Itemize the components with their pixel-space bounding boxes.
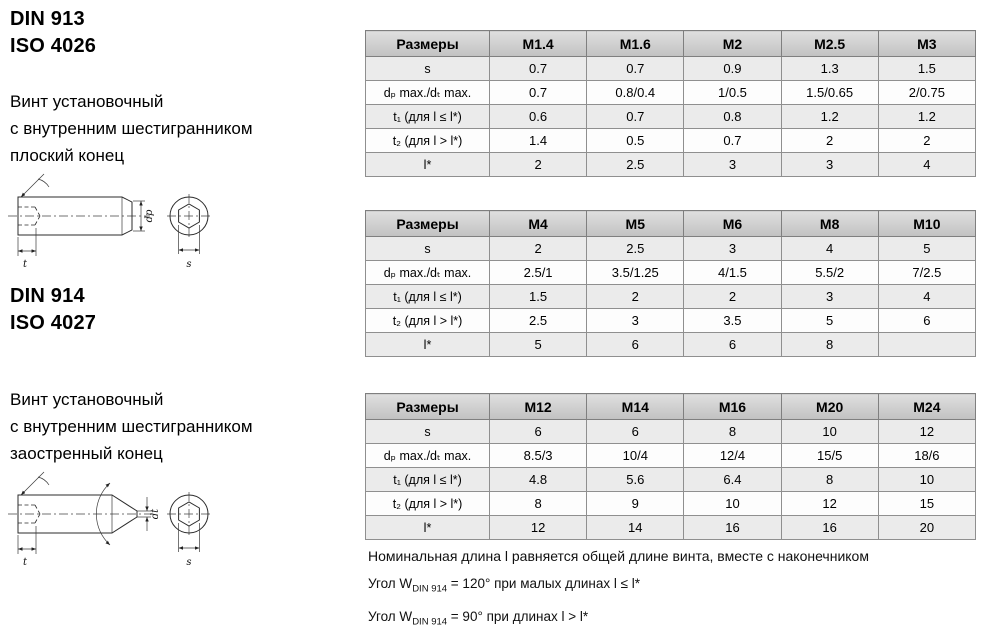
size-column-header: M24 (878, 394, 975, 420)
value-cell: 10/4 (587, 444, 684, 468)
angle-note-pre: Угол W (368, 576, 413, 591)
value-cell: 2 (490, 237, 587, 261)
row-label: dₚ max./dₜ max. (366, 261, 490, 285)
value-cell: 4 (878, 153, 975, 177)
value-cell: 0.7 (490, 57, 587, 81)
iso-number: ISO 4026 (10, 35, 97, 57)
dim-label-t: t (22, 557, 28, 568)
table-row (366, 153, 976, 177)
size-column-header: M4 (490, 211, 587, 237)
dim-label-s: s (186, 259, 192, 270)
angle-note-pre: Угол W (368, 608, 413, 624)
sizes-table-m4-m10 (365, 210, 976, 357)
value-cell: 2 (878, 129, 975, 153)
description-line: с внутренним шестигранником (10, 417, 253, 436)
cone-point-set-screw-drawing (4, 468, 224, 568)
sizes-header-cell: Размеры (366, 394, 490, 420)
angle-note-post: = 120° при малых длинах l ≤ l* (447, 576, 641, 591)
size-column-header: M1.6 (587, 31, 684, 57)
value-cell: 0.8/0.4 (587, 81, 684, 105)
row-label: s (366, 57, 490, 81)
table-row (366, 285, 976, 309)
value-cell: 1.2 (878, 105, 975, 129)
size-column-header: M10 (878, 211, 975, 237)
row-label: s (366, 420, 490, 444)
sizes-header-cell: Размеры (366, 31, 490, 57)
value-cell: 16 (781, 516, 878, 540)
side-view (8, 174, 155, 270)
row-label: l* (366, 333, 490, 357)
table-row (366, 105, 976, 129)
din-number: DIN 913 (10, 8, 85, 30)
value-cell: 5 (490, 333, 587, 357)
value-cell: 0.8 (684, 105, 781, 129)
dim-label-dp: dp (144, 209, 155, 223)
value-cell: 3 (587, 309, 684, 333)
iso-number: ISO 4027 (10, 312, 97, 334)
value-cell: 20 (878, 516, 975, 540)
value-cell: 2.5 (587, 237, 684, 261)
table-row (366, 261, 976, 285)
description-line: с внутренним шестигранником (10, 119, 253, 138)
flat-diameter-dimension (133, 201, 155, 231)
chamfer-angle-leader (21, 472, 49, 495)
row-label: l* (366, 516, 490, 540)
value-cell: 1.4 (490, 129, 587, 153)
table-row (366, 129, 976, 153)
end-view (167, 492, 211, 568)
row-label: s (366, 237, 490, 261)
value-cell: 14 (587, 516, 684, 540)
row-label: dₚ max./dₜ max. (366, 81, 490, 105)
value-cell: 2 (684, 285, 781, 309)
value-cell: 0.9 (684, 57, 781, 81)
size-column-header: M5 (587, 211, 684, 237)
flat-point-set-screw-drawing (4, 170, 224, 270)
value-cell: 4 (878, 285, 975, 309)
description-line: заостренный конец (10, 444, 163, 463)
socket-depth-dimension (18, 526, 36, 568)
value-cell: 10 (781, 420, 878, 444)
value-cell: 1.3 (781, 57, 878, 81)
table-row (366, 420, 976, 444)
value-cell: 7/2.5 (878, 261, 975, 285)
description-line: Винт установочный (10, 92, 164, 111)
value-cell: 1.2 (781, 105, 878, 129)
value-cell: 2.5 (587, 153, 684, 177)
table-row (366, 468, 976, 492)
row-label: t₁ (для l ≤ l*) (366, 285, 490, 309)
value-cell: 12 (878, 420, 975, 444)
value-cell: 6.4 (684, 468, 781, 492)
size-column-header: M6 (684, 211, 781, 237)
description-line: Винт установочный (10, 390, 164, 409)
value-cell: 5 (878, 237, 975, 261)
din913-heading (10, 6, 96, 60)
value-cell: 2 (781, 129, 878, 153)
value-cell: 1/0.5 (684, 81, 781, 105)
value-cell: 8 (684, 420, 781, 444)
angle-note-120 (368, 574, 869, 599)
table-row (366, 81, 976, 105)
angle-note-sub: DIN 914 (412, 583, 448, 595)
dim-label-t: t (22, 259, 28, 270)
row-label: t₂ (для l > l*) (366, 309, 490, 333)
value-cell: 6 (684, 333, 781, 357)
angle-note-90 (368, 607, 869, 628)
chamfer-angle-leader (21, 174, 49, 197)
value-cell: 6 (587, 420, 684, 444)
value-cell: 6 (490, 420, 587, 444)
value-cell: 0.7 (684, 129, 781, 153)
size-column-header: M1.4 (490, 31, 587, 57)
value-cell: 4/1.5 (684, 261, 781, 285)
value-cell: 2 (490, 153, 587, 177)
table-row (366, 309, 976, 333)
table-row (366, 516, 976, 540)
value-cell: 2.5/1 (490, 261, 587, 285)
sizes-header-cell: Размеры (366, 211, 490, 237)
value-cell: 1.5 (878, 57, 975, 81)
value-cell: 8.5/3 (490, 444, 587, 468)
value-cell: 8 (781, 333, 878, 357)
value-cell: 3 (781, 285, 878, 309)
cone-point-description (10, 386, 253, 467)
dim-label-dt: dt (150, 508, 161, 520)
socket-depth-dimension (18, 228, 36, 270)
value-cell: 10 (684, 492, 781, 516)
dim-label-s: s (186, 557, 192, 568)
row-label: t₁ (для l ≤ l*) (366, 468, 490, 492)
value-cell: 12 (781, 492, 878, 516)
value-cell: 3 (684, 237, 781, 261)
value-cell: 15 (878, 492, 975, 516)
row-label: l* (366, 153, 490, 177)
table-row (366, 444, 976, 468)
value-cell: 6 (587, 333, 684, 357)
value-cell: 5.6 (587, 468, 684, 492)
value-cell: 4.8 (490, 468, 587, 492)
flat-point-description (10, 88, 253, 169)
value-cell: 2 (587, 285, 684, 309)
table-row (366, 333, 976, 357)
length-note: Номинальная длина l равняется общей длине винта, вместе с наконечником (368, 548, 869, 564)
value-cell: 3.5/1.25 (587, 261, 684, 285)
footnotes (368, 547, 869, 628)
end-view (167, 194, 211, 270)
sizes-table-m1_4-m3 (365, 30, 976, 177)
value-cell: 3 (684, 153, 781, 177)
value-cell: 0.5 (587, 129, 684, 153)
value-cell (878, 333, 975, 357)
value-cell: 0.7 (587, 105, 684, 129)
value-cell: 3.5 (684, 309, 781, 333)
size-column-header: M8 (781, 211, 878, 237)
value-cell: 4 (781, 237, 878, 261)
value-cell: 9 (587, 492, 684, 516)
value-cell: 1.5 (490, 285, 587, 309)
value-cell: 8 (490, 492, 587, 516)
value-cell: 12/4 (684, 444, 781, 468)
value-cell: 12 (490, 516, 587, 540)
row-label: t₂ (для l > l*) (366, 129, 490, 153)
side-view (8, 472, 161, 568)
value-cell: 18/6 (878, 444, 975, 468)
row-label: t₁ (для l ≤ l*) (366, 105, 490, 129)
angle-note-sub: DIN 914 (412, 616, 448, 628)
value-cell: 16 (684, 516, 781, 540)
value-cell: 0.6 (490, 105, 587, 129)
row-label: dₚ max./dₜ max. (366, 444, 490, 468)
value-cell: 5 (781, 309, 878, 333)
value-cell: 2/0.75 (878, 81, 975, 105)
row-label: t₂ (для l > l*) (366, 492, 490, 516)
value-cell: 15/5 (781, 444, 878, 468)
table-row (366, 237, 976, 261)
size-column-header: M12 (490, 394, 587, 420)
value-cell: 0.7 (587, 57, 684, 81)
table-row (366, 492, 976, 516)
value-cell: 6 (878, 309, 975, 333)
value-cell: 10 (878, 468, 975, 492)
table-row (366, 57, 976, 81)
description-line: плоский конец (10, 146, 125, 165)
value-cell: 0.7 (490, 81, 587, 105)
angle-note-post: = 90° при длинах l > l* (447, 608, 589, 624)
sizes-table-m12-m24 (365, 393, 976, 540)
size-column-header: M20 (781, 394, 878, 420)
value-cell: 1.5/0.65 (781, 81, 878, 105)
size-column-header: M2 (684, 31, 781, 57)
value-cell: 5.5/2 (781, 261, 878, 285)
size-column-header: M16 (684, 394, 781, 420)
value-cell: 3 (781, 153, 878, 177)
din914-heading (10, 283, 96, 337)
din-number: DIN 914 (10, 285, 85, 307)
size-column-header: M14 (587, 394, 684, 420)
value-cell: 8 (781, 468, 878, 492)
size-column-header: M3 (878, 31, 975, 57)
size-column-header: M2.5 (781, 31, 878, 57)
value-cell: 2.5 (490, 309, 587, 333)
